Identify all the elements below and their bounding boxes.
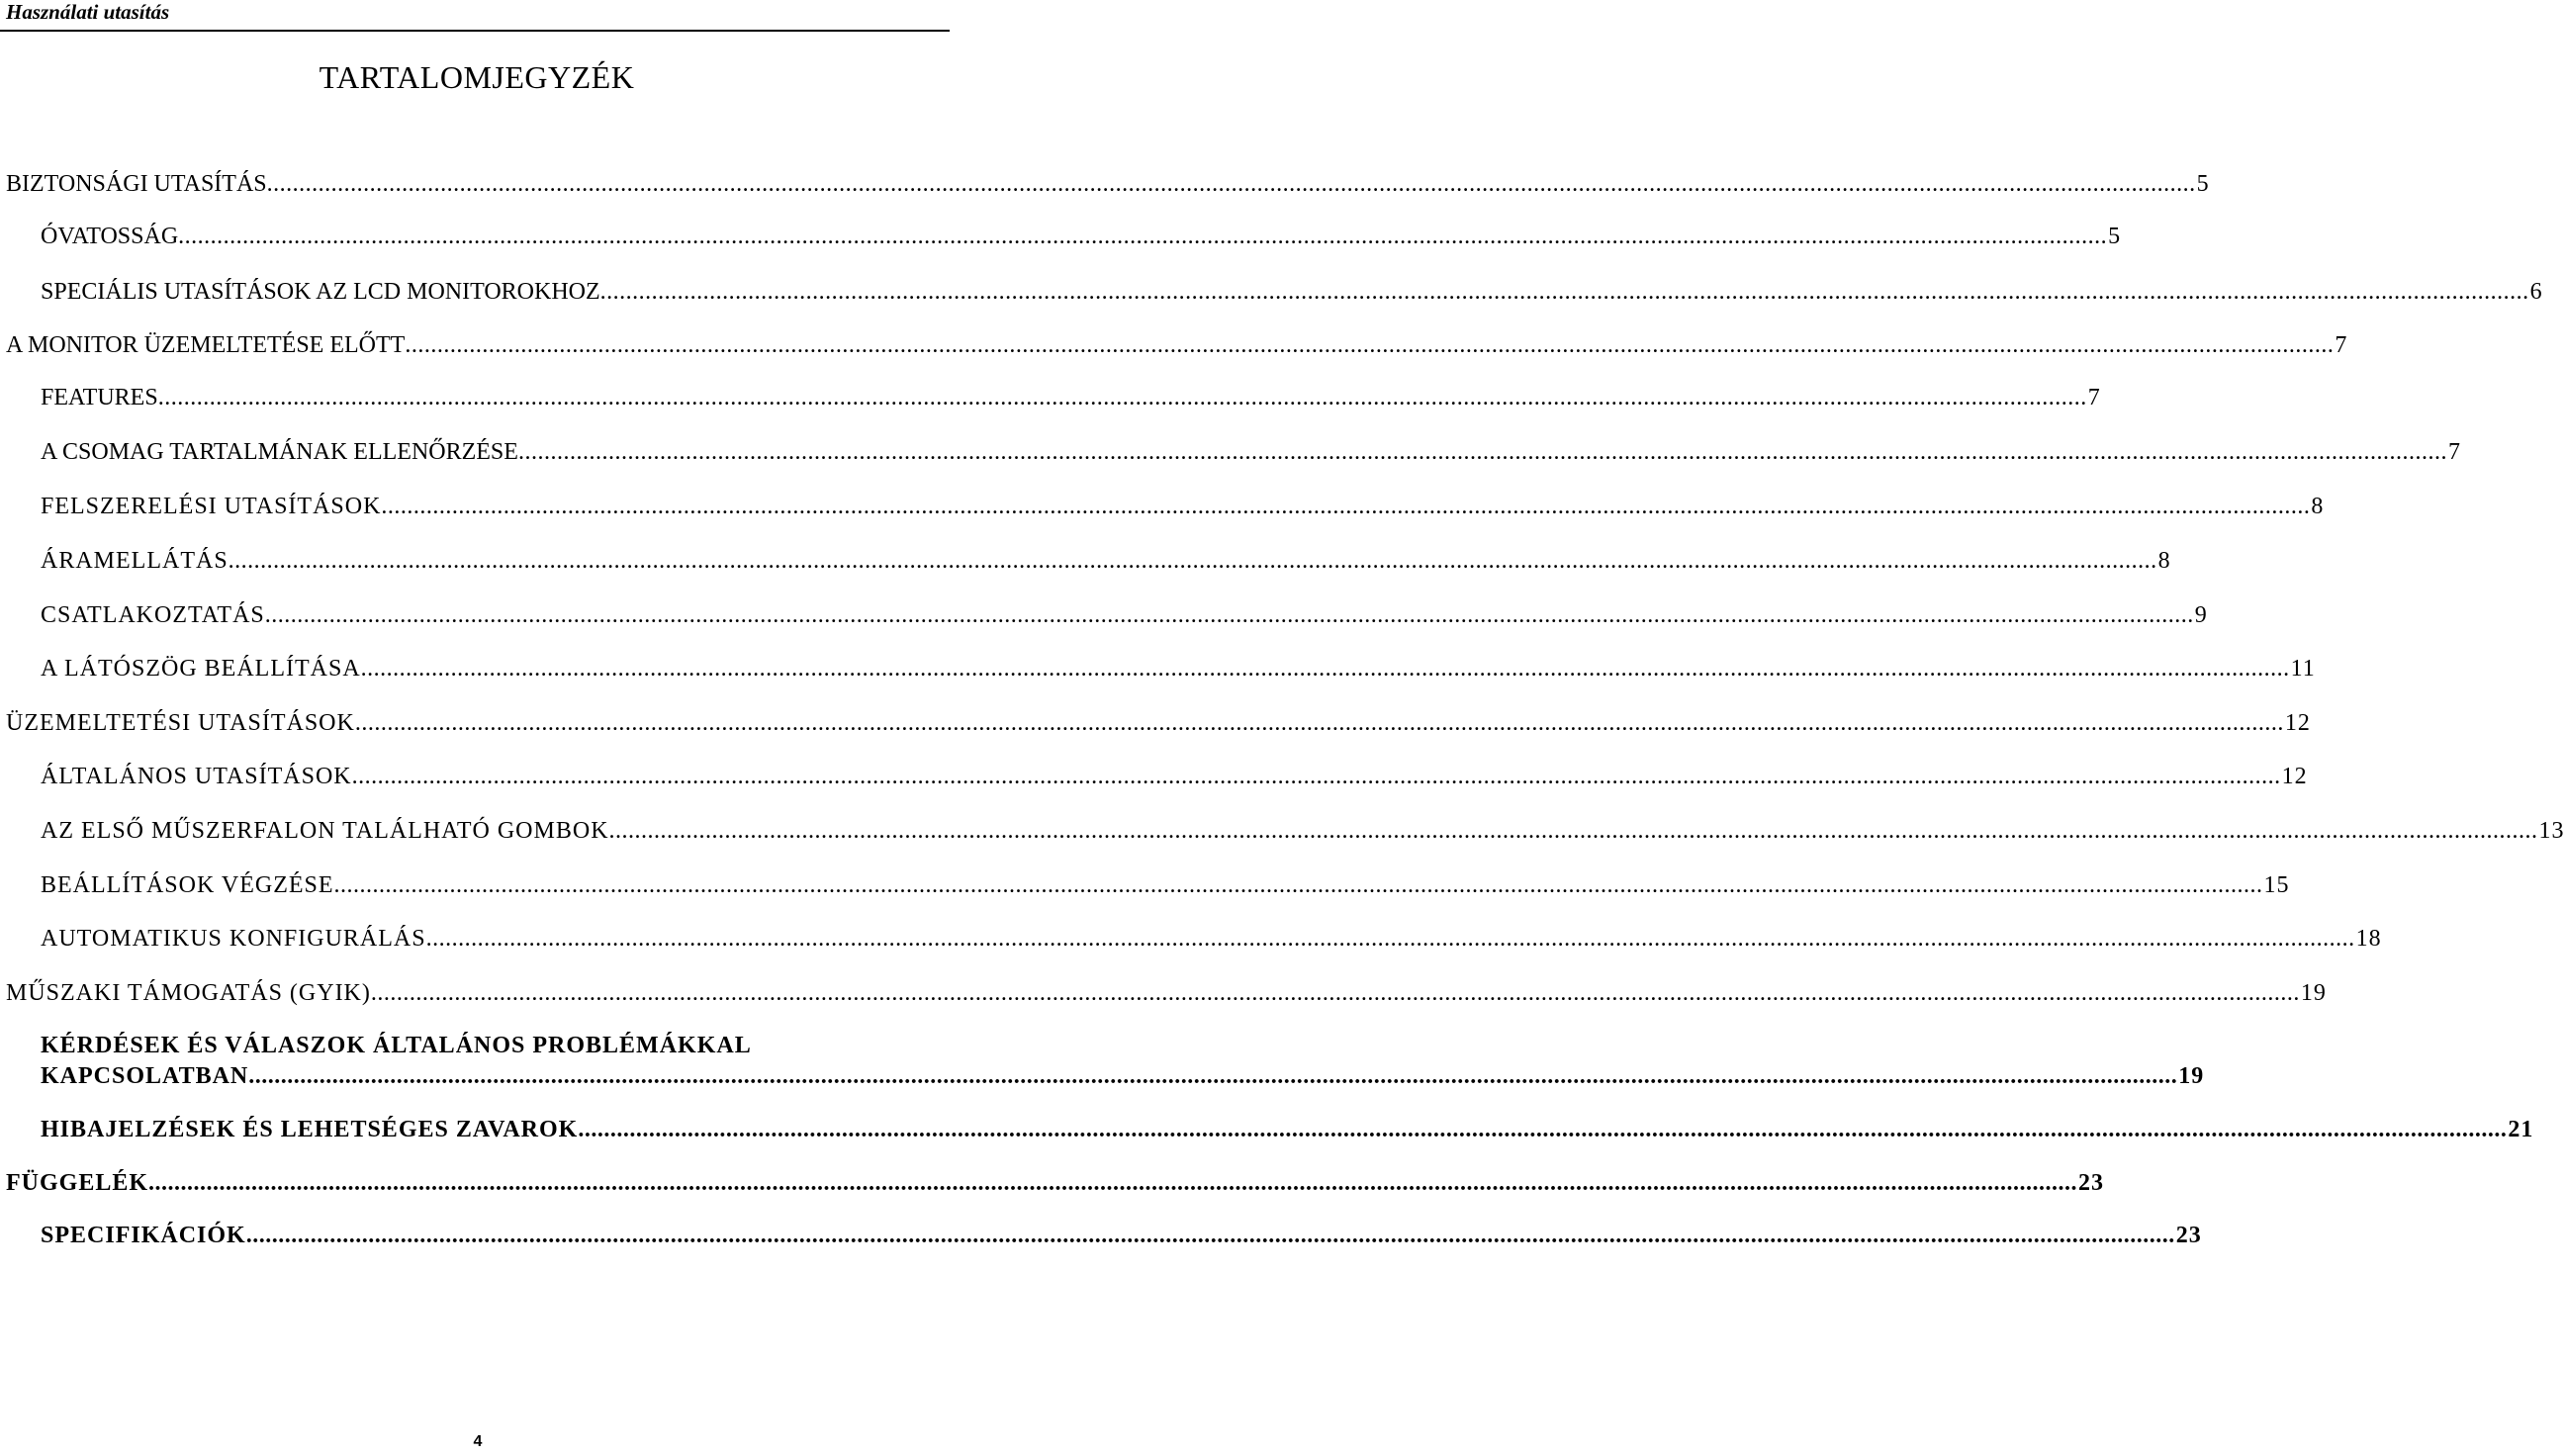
toc-leader-dots: ............................................................................................................................................................................................................................................................................................................: [370, 980, 2300, 1006]
toc-entry-page: 7: [2087, 385, 2100, 410]
toc-leader-dots: ............................................................................................................................................................................................................................................................................................................: [248, 1063, 2178, 1089]
toc-entry-label: ÓVATOSSÁG: [41, 224, 179, 249]
toc-entry-page: 19: [2178, 1063, 2205, 1089]
toc-leader-dots: ............................................................................................................................................................................................................................................................................................................: [264, 602, 2194, 628]
toc-entry-page: 18: [2355, 926, 2382, 952]
toc-entry-page: 21: [2508, 1117, 2534, 1142]
toc-entry-page: 23: [2175, 1223, 2202, 1248]
toc-entry-label: ÁLTALÁNOS UTASÍTÁSOK: [41, 764, 352, 789]
toc-leader-dots: ............................................................................................................................................................................................................................................................................................................: [148, 1170, 2078, 1196]
toc-entry-page: 8: [2311, 494, 2325, 519]
toc-leader-dots: ............................................................................................................................................................................................................................................................................................................: [228, 548, 2157, 574]
toc-entry-specifikaciok[interactable]: [41, 1221, 2202, 1250]
toc-entry-kerdesek-es-valaszok[interactable]: [41, 1061, 2205, 1091]
toc-entry-page: 12: [2281, 764, 2308, 789]
toc-entry-automatikus-konfiguralas[interactable]: [41, 924, 2382, 954]
toc-entry-beallitasok-vegzese[interactable]: [41, 870, 2290, 900]
toc-entry-felszerelesi-utasitasok[interactable]: [41, 492, 2325, 521]
toc-entry-latoszog-beallitasa[interactable]: [41, 654, 2316, 683]
toc-leader-dots: ............................................................................................................................................................................................................................................................................................................: [599, 279, 2529, 305]
toc-entry-features[interactable]: [41, 383, 2100, 412]
document-header-title: Használati utasítás: [6, 0, 170, 24]
toc-leader-dots: ............................................................................................................................................................................................................................................................................................................: [405, 332, 2335, 358]
toc-entry-page: 8: [2157, 548, 2171, 574]
toc-entry-biztonsagi-utasitas[interactable]: [6, 169, 2209, 199]
toc-entry-page: 5: [2108, 224, 2121, 249]
toc-entry-label: FELSZERELÉSI UTASÍTÁSOK: [41, 494, 382, 519]
toc-entry-page: 7: [2335, 332, 2347, 358]
page-number: 4: [473, 1433, 483, 1450]
toc-leader-dots: ............................................................................................................................................................................................................................................................................................................: [266, 171, 2196, 197]
toc-entry-label: BIZTONSÁGI UTASÍTÁS: [6, 171, 267, 197]
toc-entry-page: 12: [2284, 710, 2311, 736]
toc-leader-dots: ............................................................................................................................................................................................................................................................................................................: [608, 818, 2538, 844]
toc-entry-label: BEÁLLÍTÁSOK VÉGZÉSE: [41, 872, 334, 898]
toc-leader-dots: ............................................................................................................................................................................................................................................................................................................: [578, 1117, 2508, 1142]
header-rule: [0, 30, 950, 32]
toc-leader-dots: ............................................................................................................................................................................................................................................................................................................: [157, 385, 2087, 410]
toc-entry-label: A LÁTÓSZÖG BEÁLLÍTÁSA: [41, 656, 361, 682]
toc-entry-label: SPECIFIKÁCIÓK: [41, 1223, 246, 1248]
toc-entry-label: FÜGGELÉK: [6, 1170, 149, 1196]
toc-leader-dots: ............................................................................................................................................................................................................................................................................................................: [245, 1223, 2175, 1248]
toc-entry-hibajelzesek[interactable]: [41, 1115, 2534, 1144]
toc-entry-specialis-utasitasok[interactable]: [41, 277, 2542, 307]
toc-entry-altalanos-utasitasok[interactable]: [41, 762, 2308, 791]
toc-entry-page: 7: [2447, 439, 2460, 465]
toc-entry-page: 23: [2078, 1170, 2105, 1196]
toc-entry-a-monitor-uzemeltetese[interactable]: [6, 330, 2347, 360]
toc-entry-label: SPECIÁLIS UTASÍTÁSOK AZ LCD MONITOROKHOZ: [41, 279, 600, 305]
toc-entry-label: A CSOMAG TARTALMÁNAK ELLENŐRZÉSE: [41, 439, 518, 465]
toc-entry-label: ÜZEMELTETÉSI UTASÍTÁSOK: [6, 710, 355, 736]
toc-entry-label: MŰSZAKI TÁMOGATÁS (GYIK): [6, 980, 371, 1006]
toc-heading: TARTALOMJEGYZÉK: [319, 59, 635, 95]
toc-entry-page: 6: [2529, 279, 2542, 305]
toc-entry-muszaki-tamogatas[interactable]: [6, 978, 2327, 1008]
toc-leader-dots: ............................................................................................................................................................................................................................................................................................................: [425, 926, 2355, 952]
toc-leader-dots: ............................................................................................................................................................................................................................................................................................................: [360, 656, 2290, 682]
toc-leader-dots: ............................................................................................................................................................................................................................................................................................................: [517, 439, 2447, 465]
toc-entry-label: HIBAJELZÉSEK ÉS LEHETSÉGES ZAVAROK: [41, 1117, 579, 1142]
toc-entry-kerdesek-line1[interactable]: KÉRDÉSEK ÉS VÁLASZOK ÁLTALÁNOS PROBLÉMÁKKAL: [41, 1033, 752, 1058]
toc-leader-dots: ............................................................................................................................................................................................................................................................................................................: [354, 710, 2284, 736]
toc-entry-label: ÁRAMELLÁTÁS: [41, 548, 229, 574]
toc-entry-label: AZ ELSŐ MŰSZERFALON TALÁLHATÓ GOMBOK: [41, 818, 609, 844]
toc-entry-label: A MONITOR ÜZEMELTETÉSE ELŐTT: [6, 332, 406, 358]
toc-entry-uzemeltetesi-utasitasok[interactable]: [6, 708, 2311, 738]
toc-leader-dots: ............................................................................................................................................................................................................................................................................................................: [381, 494, 2311, 519]
toc-entry-page: 11: [2290, 656, 2316, 682]
toc-entry-ovatossag[interactable]: [41, 222, 2121, 251]
toc-leader-dots: ............................................................................................................................................................................................................................................................................................................: [178, 224, 2108, 249]
toc-entry-csomag-tartalma[interactable]: [41, 437, 2460, 467]
toc-entry-page: 5: [2196, 171, 2209, 197]
toc-entry-fuggelek[interactable]: [6, 1168, 2105, 1198]
toc-entry-label: AUTOMATIKUS KONFIGURÁLÁS: [41, 926, 426, 952]
toc-entry-csatlakoztatas[interactable]: [41, 600, 2208, 630]
toc-entry-aramellatas[interactable]: [41, 546, 2171, 576]
toc-entry-page: 9: [2194, 602, 2208, 628]
toc-entry-label: CSATLAKOZTATÁS: [41, 602, 265, 628]
toc-leader-dots: ............................................................................................................................................................................................................................................................................................................: [351, 764, 2281, 789]
toc-entry-page: 19: [2300, 980, 2327, 1006]
toc-entry-page: 13: [2538, 818, 2565, 844]
toc-entry-label: FEATURES: [41, 385, 158, 410]
toc-entry-muszerfal-gombok[interactable]: [41, 816, 2565, 846]
toc-entry-page: 15: [2263, 872, 2290, 898]
toc-leader-dots: ............................................................................................................................................................................................................................................................................................................: [333, 872, 2263, 898]
toc-entry-label: KAPCSOLATBAN: [41, 1063, 249, 1089]
